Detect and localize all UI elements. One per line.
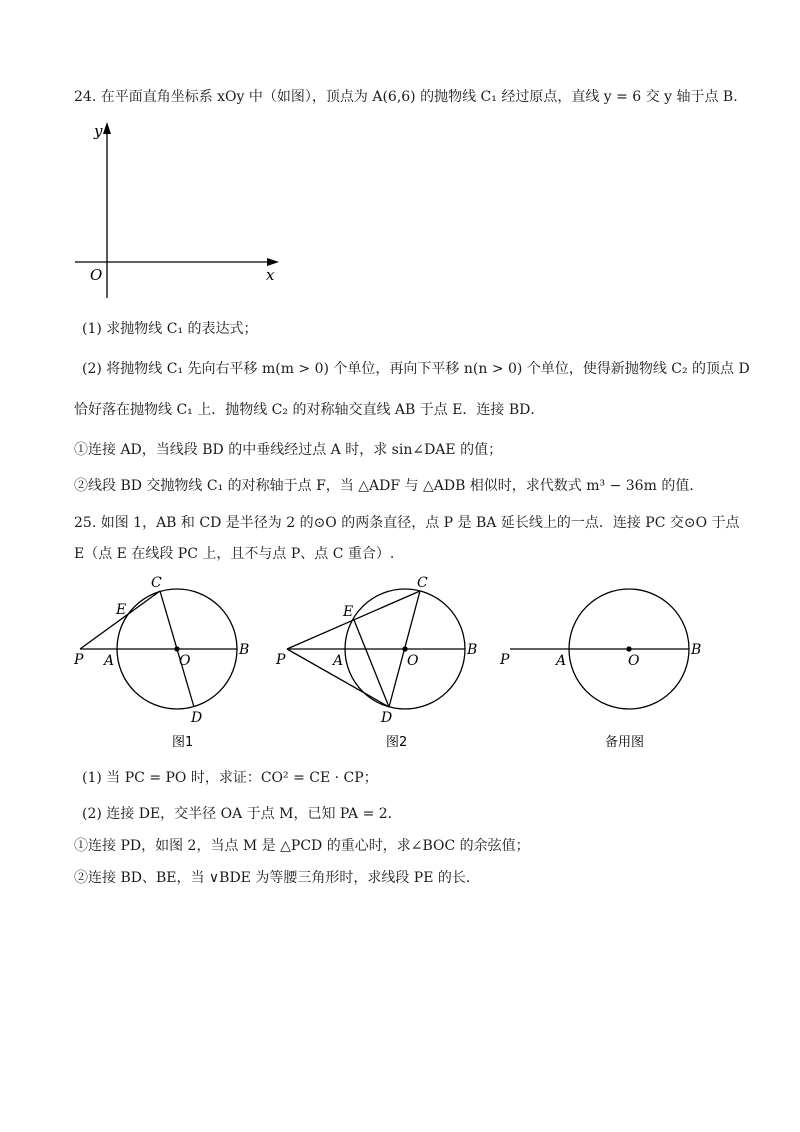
q24-part1: (1) 求抛物线 C₁ 的表达式； — [82, 321, 258, 337]
fig2-label-D: D — [381, 710, 393, 726]
q25-part2: (2) 连接 DE，交半径 OA 于点 M，已知 PA = 2． — [82, 806, 402, 822]
q24-part2-line1: (2) 将抛物线 C₁ 先向右平移 m(m > 0) 个单位，再向下平移 n(n > 0) 个单位，使得新抛物线 C₂ 的顶点 D — [82, 361, 750, 377]
fig3-label-O: O — [628, 653, 640, 669]
fig1-label-D: D — [191, 710, 203, 726]
fig1-caption: 图1 — [172, 735, 194, 750]
fig2-label-A: A — [333, 653, 344, 669]
figure-2 — [287, 589, 465, 709]
origin-label: O — [90, 266, 103, 284]
fig1-label-O: O — [179, 653, 191, 669]
q25-part1: (1) 当 PC = PO 时，求证：CO² = CE · CP； — [82, 770, 378, 786]
fig2-label-P: P — [276, 652, 286, 668]
q24-stem: 24. 在平面直角坐标系 xOy 中（如图），顶点为 A(6,6) 的抛物线 C₁ 经过原点，直线 y = 6 交 y 轴于点 B. — [74, 89, 738, 105]
fig2-caption: 图2 — [386, 735, 408, 750]
fig3-label-A: A — [556, 653, 567, 669]
fig1-label-C: C — [151, 575, 162, 591]
x-axis-label: x — [266, 266, 275, 284]
q25-sub1: ①连接 PD，如图 2，当点 M 是 △PCD 的重心时，求∠BOC 的余弦值； — [74, 838, 530, 854]
coordinate-axes-figure — [70, 118, 290, 303]
fig2-label-E: E — [343, 604, 354, 620]
fig1-label-E: E — [116, 602, 127, 618]
fig2-label-B: B — [467, 642, 478, 658]
q25-figures — [0, 570, 800, 760]
fig1-label-B: B — [239, 642, 250, 658]
q24-part2-line2: 恰好落在抛物线 C₁ 上．抛物线 C₂ 的对称轴交直线 AB 于点 E．连接 BD． — [74, 402, 545, 418]
fig2-label-C: C — [417, 575, 428, 591]
figure-spare — [510, 589, 689, 709]
q25-stem-line1: 25. 如图 1，AB 和 CD 是半径为 2 的⊙O 的两条直径，点 P 是 BA 延长线上的一点．连接 PC 交⊙O 于点 — [74, 515, 740, 531]
q24-sub1: ①连接 AD，当线段 BD 的中垂线经过点 A 时，求 sin∠DAE 的值； — [74, 442, 503, 458]
q25-stem-line2: E（点 E 在线段 PC 上，且不与点 P、点 C 重合）. — [74, 546, 395, 562]
q24-sub2: ②线段 BD 交抛物线 C₁ 的对称轴于点 F，当 △ADF 与 △ADB 相似时，求代数式 m³ − 36m 的值. — [74, 478, 694, 494]
q25-sub2: ②连接 BD、BE，当 ∨BDE 为等腰三角形时，求线段 PE 的长. — [74, 870, 471, 886]
fig3-caption: 备用图 — [605, 735, 645, 750]
fig2-label-O: O — [407, 653, 419, 669]
figure-1 — [80, 589, 237, 709]
fig3-label-P: P — [500, 652, 510, 668]
y-axis-label: y — [94, 122, 103, 140]
fig1-label-A: A — [104, 653, 115, 669]
fig1-label-P: P — [74, 652, 84, 668]
fig3-label-B: B — [691, 642, 702, 658]
